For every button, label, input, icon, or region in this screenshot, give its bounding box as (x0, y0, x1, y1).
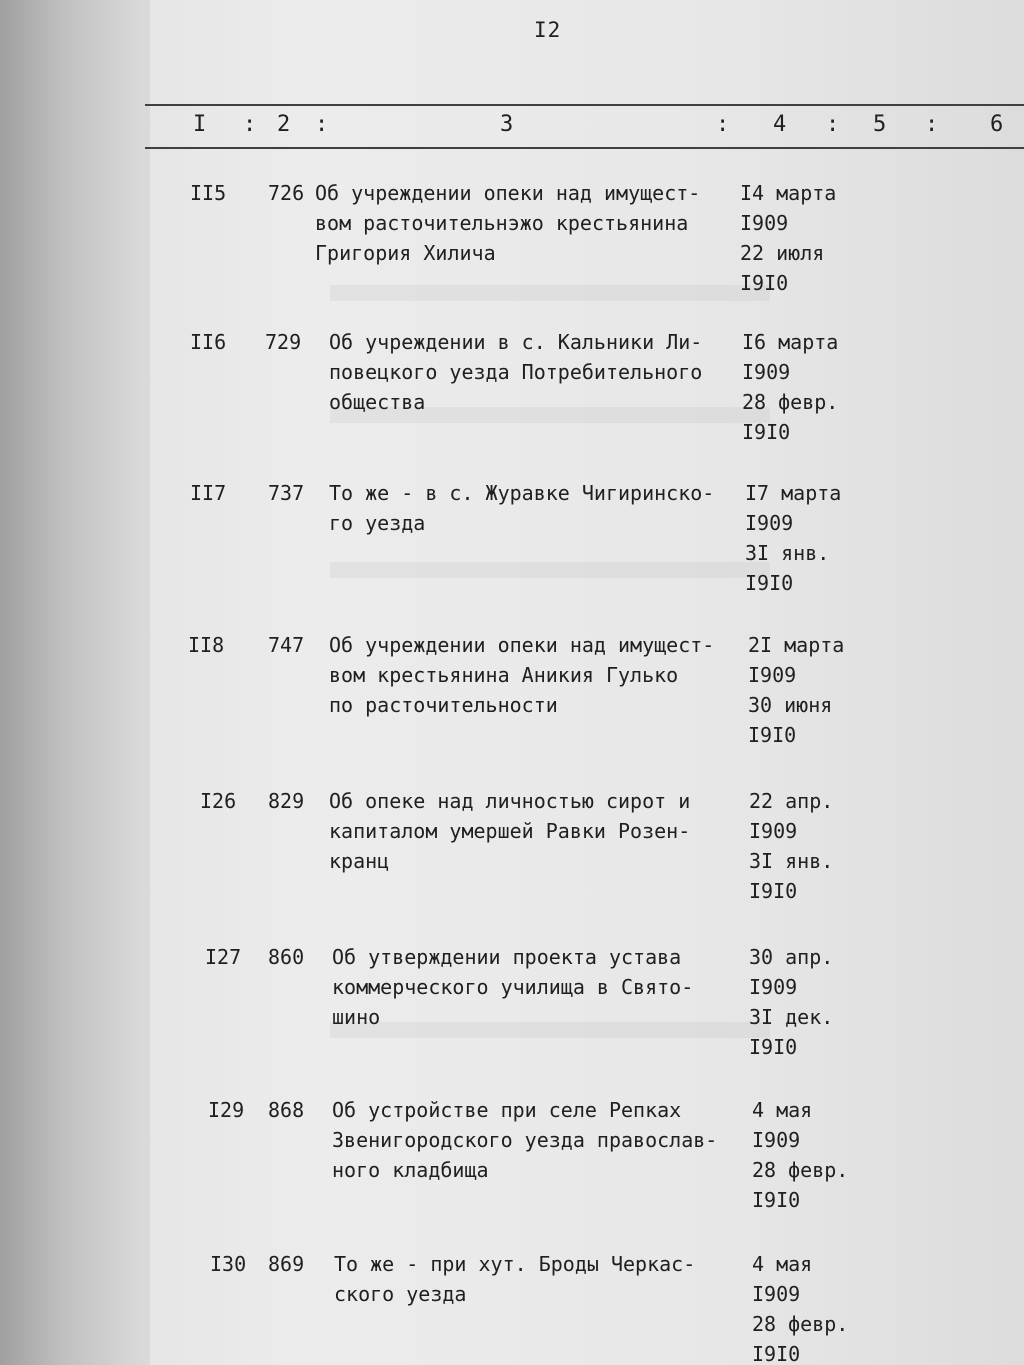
case-dates: 4 мая I909 28 февр. I9I0 (752, 1252, 849, 1365)
file-number: 868 (268, 1098, 305, 1122)
header-separator: : (716, 112, 730, 137)
row-number: I30 (210, 1252, 247, 1276)
file-number: 860 (268, 945, 305, 969)
case-title: Об учреждении в с. Кальники Ли- повецкого уезда Потребительного общества (329, 330, 703, 414)
case-title: Об опеке над личностью сирот и капиталом умершей Равки Розен- кранц (329, 789, 691, 873)
case-dates: 2I марта I909 30 июня I9I0 (748, 633, 845, 747)
case-title: То же - в с. Журавке Чигиринско- го уезда (329, 481, 715, 535)
row-number: II5 (190, 181, 227, 205)
case-title: Об учреждении опеки над имущест- вом крестьянина Аникия Гулько по расточительности (329, 633, 715, 717)
header-separator: : (826, 112, 840, 137)
page-number: I2 (534, 18, 562, 42)
bleed-through-text (330, 562, 770, 578)
previous-page-edge (0, 0, 150, 1365)
case-title: То же - при хут. Броды Черкас- ского уезда (334, 1252, 696, 1306)
case-dates: 4 мая I909 28 февр. I9I0 (752, 1098, 849, 1212)
file-number: 869 (268, 1252, 305, 1276)
row-number: I27 (205, 945, 242, 969)
file-number: 729 (265, 330, 302, 354)
row-number: I29 (208, 1098, 245, 1122)
row-number: II6 (190, 330, 227, 354)
case-dates: I6 марта I909 28 февр. I9I0 (742, 330, 839, 444)
header-separator: : (925, 112, 939, 137)
header-separator: : (315, 112, 329, 137)
case-title: Об учреждении опеки над имущест- вом расточительнэжо крестьянина Григория Хилича (315, 181, 701, 265)
header-col-5: 5 (873, 112, 887, 137)
header-col-1: I (193, 112, 207, 137)
row-number: II7 (190, 481, 227, 505)
header-col-2: 2 (277, 112, 291, 137)
case-title: Об устройстве при селе Репках Звенигородского уезда православ- ного кладбища (332, 1098, 718, 1182)
file-number: 829 (268, 789, 305, 813)
case-title: Об утверждении проекта устава коммерческого училища в Свято- шино (332, 945, 694, 1029)
case-dates: 22 апр. I909 3I янв. I9I0 (749, 789, 834, 903)
case-dates: 30 апр. I909 3I дек. I9I0 (749, 945, 834, 1059)
case-dates: I7 марта I909 3I янв. I9I0 (745, 481, 842, 595)
file-number: 737 (268, 481, 305, 505)
file-number: 726 (268, 181, 305, 205)
table-top-rule (145, 104, 1024, 106)
header-separator: : (243, 112, 257, 137)
case-dates: I4 марта I909 22 июля I9I0 (740, 181, 837, 295)
table-header-bottom-rule (145, 147, 1024, 149)
row-number: II8 (188, 633, 225, 657)
header-col-3: 3 (500, 112, 514, 137)
bleed-through-text (330, 285, 770, 301)
header-col-4: 4 (773, 112, 787, 137)
file-number: 747 (268, 633, 305, 657)
header-col-6: 6 (990, 112, 1004, 137)
row-number: I26 (200, 789, 237, 813)
